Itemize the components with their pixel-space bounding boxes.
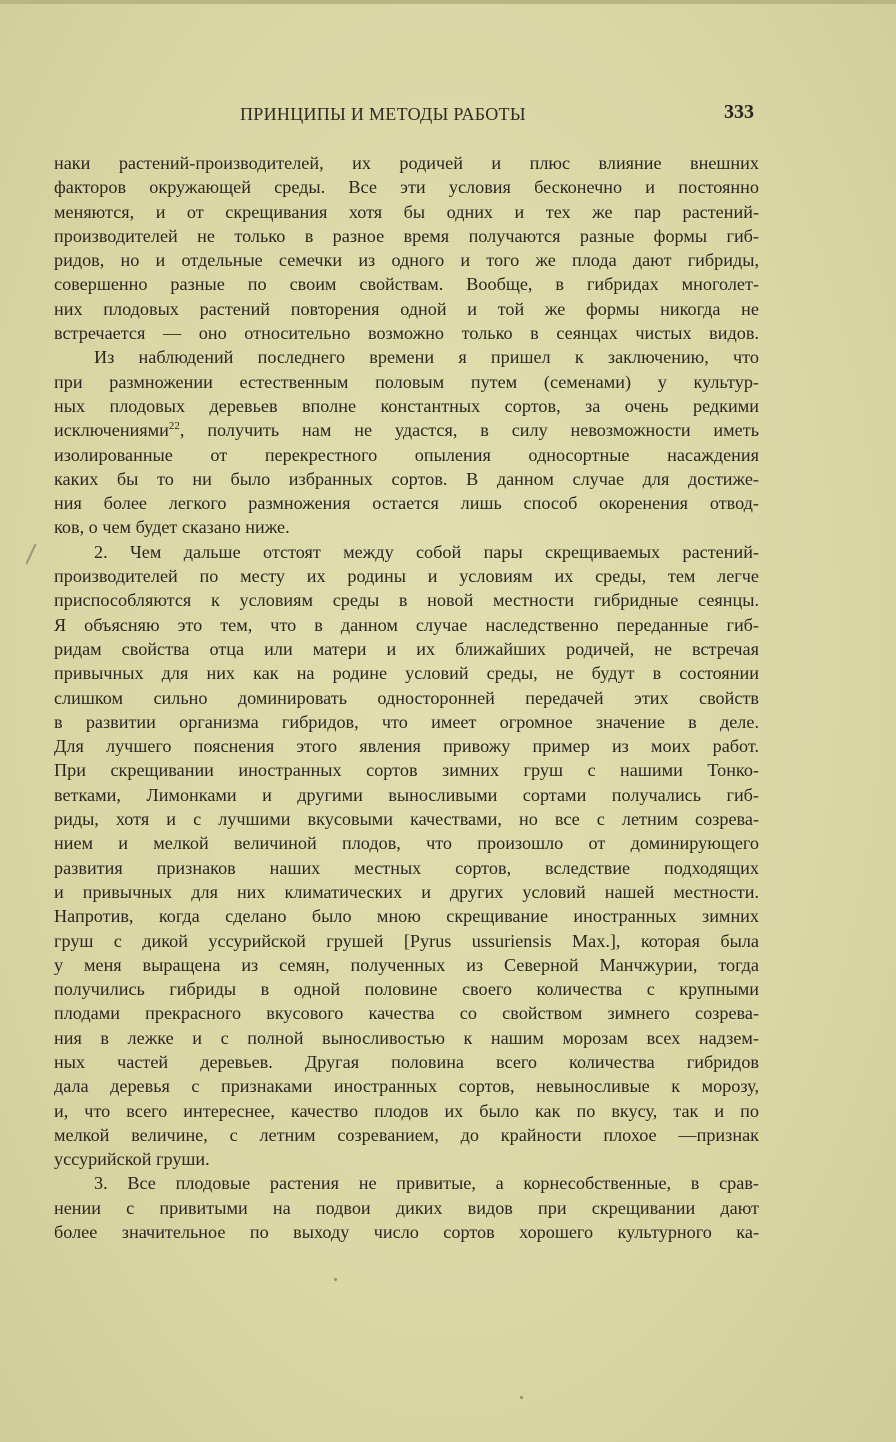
speck [334, 1278, 337, 1281]
text-line: приспособляются к условиям среды в новой местности гибридные сеянцы. [54, 590, 759, 611]
text-segment: исключениями [54, 420, 169, 441]
text-line: и, что всего интереснее, качество плодов их было как по вкусу, так и по [54, 1100, 759, 1121]
text-line: более значительное по выходу число сортов хорошего культурного ка- [54, 1222, 759, 1243]
text-line: Я объясняю это тем, что в данном случае наследственно переданные гиб- [54, 614, 759, 635]
text-line: Для лучшего пояснения этого явления привожу пример из моих работ. [54, 736, 759, 757]
text-line: встречается — оно относительно возможно только в сеянцах чистых видов. [54, 323, 759, 344]
text-line: изолированные от перекрестного опыления односортные насаждения [54, 444, 759, 465]
text-line: наки растений-производителей, их родичей и плюс влияние внешних [54, 153, 759, 173]
text-line: 2. Чем дальше отстоят между собой пары скрещиваемых растений- [94, 541, 759, 562]
text-line: ных частей деревьев. Другая половина всего количества гибридов [54, 1051, 759, 1072]
text-line: груш с дикой уссурийской грушей [Pyrus ussuriensis Max.], которая была [54, 930, 759, 951]
text-line: риды, хотя и с лучшими вкусовыми качествами, но все с летним созрева- [54, 809, 759, 830]
margin-pencil-mark [25, 544, 36, 565]
text-line: каких бы то ни было избранных сортов. В данном случае для достиже- [54, 468, 759, 489]
text-line: Напротив, когда сделано было мною скрещивание иностранных зимних [54, 906, 759, 927]
text-line: развития признаков наших местных сортов, вследствие подходящих [54, 857, 759, 878]
text-line: меняются, и от скрещивания хотя бы одних и тех же пар растений- [54, 201, 759, 222]
text-line: плодами прекрасного вкусового качества со свойством зимнего созрева- [54, 1003, 759, 1024]
text-segment: , получить нам не удастся, в силу невозможности иметь [179, 420, 759, 441]
text-line: них плодовых растений повторения одной и той же формы никогда не [54, 298, 759, 319]
text-line: нении с привитыми на подвои диких видов при скрещивании дают [54, 1197, 759, 1218]
running-header-title: ПРИНЦИПЫ И МЕТОДЫ РАБОТЫ [240, 104, 526, 124]
page-number: 333 [724, 101, 754, 123]
text-line: ридов, но и отдельные семечки из одного и того же плода дают гибриды, [54, 250, 759, 271]
text-line: ридам свойства отца или матери и их ближайших родичей, не встречая [54, 638, 759, 659]
text-line: нием и мелкой величиной плодов, что произошло от доминирующего [54, 833, 759, 854]
text-line: ных плодовых деревьев вполне константных сортов, за очень редкими [54, 395, 759, 416]
text-line: производителей не только в разное время получаются разные формы гиб- [54, 225, 759, 246]
text-line: ков, о чем будет сказано ниже. [54, 517, 290, 538]
body-text [54, 151, 759, 1244]
text-line: производителей по месту их родины и условиям их среды, тем легче [54, 566, 759, 587]
text-line: ния более легкого размножения остается лишь способ окоренения отвод- [54, 493, 759, 514]
text-line: Из наблюдений последнего времени я пришел к заключению, что [94, 347, 759, 368]
text-line: ветками, Лимонками и другими выносливыми сортами получались гиб- [54, 784, 759, 805]
text-line: слишком сильно доминировать односторонней передачей этих свойств [54, 687, 759, 708]
text-line: ния в лежке и с полной выносливостью к нашим морозам всех надзем- [54, 1027, 759, 1048]
text-line: получились гибриды в одной половине своего количества с крупными [54, 979, 759, 1000]
text-line: уссурийской груши. [54, 1149, 210, 1170]
text-line: мелкой величине, с летним созреванием, до крайности плохое —признак [54, 1124, 759, 1145]
text-line: 3. Все плодовые растения не привитые, а корнесобственные, в срав- [94, 1173, 759, 1194]
footnote-ref[interactable]: 22 [168, 420, 180, 433]
text-line: дала деревья с признаками иностранных сортов, невыносливые к морозу, [54, 1076, 759, 1097]
speck [520, 1396, 523, 1399]
text-line: при размножении естественным половым путем (семенами) у культур- [54, 371, 759, 392]
text-line: совершенно разные по своим свойствам. Вообще, в гибридах многолет- [54, 274, 759, 295]
page-top-edge [0, 0, 896, 4]
text-line [54, 418, 759, 442]
text-line: При скрещивании иностранных сортов зимних груш с нашими Тонко- [54, 760, 759, 781]
text-line: привычных для них как на родине условий среды, не будут в состоянии [54, 663, 759, 684]
text-line: у меня выращена из семян, полученных из Северной Манчжурии, тогда [54, 954, 759, 975]
text-line: факторов окружающей среды. Все эти условия бесконечно и постоянно [54, 177, 759, 198]
text-line: в развитии организма гибридов, что имеет огромное значение в деле. [54, 711, 759, 732]
text-line: и привычных для них климатических и других условий нашей местности. [54, 881, 759, 902]
